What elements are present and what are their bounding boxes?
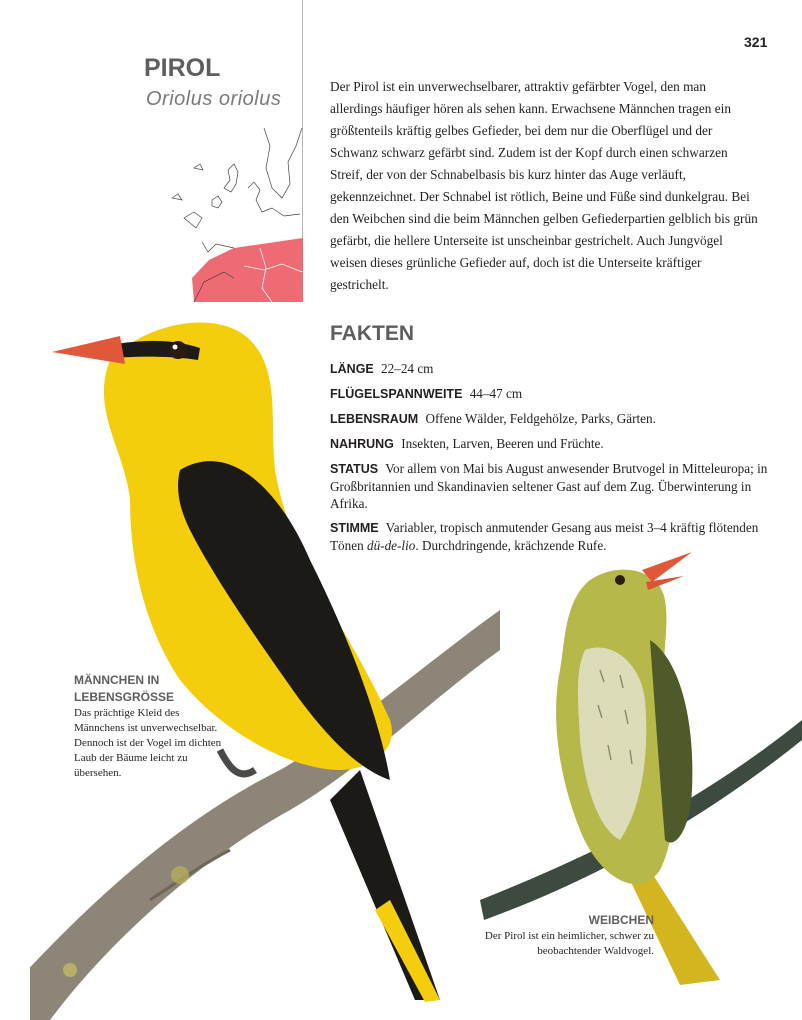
female-caption-text: Der Pirol ist ein heimlicher, schwer zu beobachtender Waldvogel.	[484, 930, 654, 957]
range-map	[164, 128, 303, 302]
foot	[220, 750, 255, 774]
eye	[169, 341, 187, 359]
female-bill-upper	[642, 552, 692, 582]
male-caption	[74, 672, 224, 781]
female-eye	[615, 575, 625, 585]
fact-value-rest: . Durchdringende, krächzende Rufe.	[415, 538, 607, 553]
male-caption-text: Das prächtige Kleid des Männchens ist unverwechselbar. Dennoch ist der Vogel im dichten Laub der Bäume leicht zu übersehen.	[74, 707, 222, 779]
fact-value: Insekten, Larven, Beeren und Früchte.	[401, 436, 604, 451]
fact-label: STIMME	[330, 521, 379, 535]
fact-value: Offene Wälder, Feldgehölze, Parks, Gärten.	[425, 411, 656, 426]
scandinavia-outline	[264, 128, 302, 198]
islands-outline	[172, 164, 203, 228]
male-tail	[330, 770, 440, 1000]
fact-label: FLÜGELSPANNWEITE	[330, 387, 463, 401]
ireland-outline	[212, 196, 222, 208]
male-caption-title: MÄNNCHEN IN LEBENSGRÖSSE	[74, 673, 175, 704]
facts-heading: FAKTEN	[330, 322, 414, 345]
eye-highlight	[173, 345, 178, 350]
lichen-spot	[171, 866, 189, 884]
fact-label: LEBENSRAUM	[330, 412, 419, 426]
fact-label: NAHRUNG	[330, 437, 394, 451]
fact-label: STATUS	[330, 462, 379, 476]
coast-outline	[248, 182, 300, 216]
british-isles-outline	[224, 164, 238, 192]
lichen-spot	[63, 963, 77, 977]
fact-value: 44–47 cm	[469, 386, 523, 401]
fact-value-song: dü-de-lio	[367, 538, 416, 553]
fact-value: Vor allem von Mai bis August anwesender Brutvogel in Mitteleuropa; in Großbritannien und Skandinavien seltener Gast auf dem Zug. Überwinterung in Afrika.	[330, 461, 768, 511]
female-caption-title: WEIBCHEN	[588, 913, 654, 927]
species-latin-name: Oriolus oriolus	[146, 88, 282, 110]
female-caption	[470, 912, 654, 959]
intro-paragraph: Der Pirol ist ein unverwechselbarer, attraktiv gefärbter Vogel, den man allerdings häufiger hören als sehen kann. Erwachsene Männchen tragen ein größtenteils kräftig gelbes Gefieder, bei dem nur die Oberflügel und der Schwanz schwarz gefärbt sind. Zudem ist der Kopf durch einen schwarzen Streif, der von der Schnabelbasis bis kurz hinter das Auge verläuft, gekennzeichnet. Der Schnabel ist rötlich, Beine und Füße sind dunkelgrau. Bei den Weibchen sind die beim Männchen gelben Gefiederpartien gelblich bis grün gefärbt, die hellere Unterseite ist unscheinbar gestrichelt. Auch Jungvögel weisen dieses grünliche Gefieder auf, doch ist die Unterseite kräftiger gestrichelt.	[330, 79, 758, 292]
male-oriole-image	[30, 300, 500, 1020]
fact-value: Variabler, tropisch anmutender Gesang aus meist 3–4 kräftig flötenden Tönen	[330, 520, 759, 553]
page-number: 321	[744, 34, 768, 50]
range-area	[192, 238, 303, 302]
fact-value: 22–24 cm	[381, 361, 434, 376]
species-title: PIROL	[144, 54, 221, 82]
bill	[52, 336, 125, 364]
fact-label: LÄNGE	[330, 362, 374, 376]
